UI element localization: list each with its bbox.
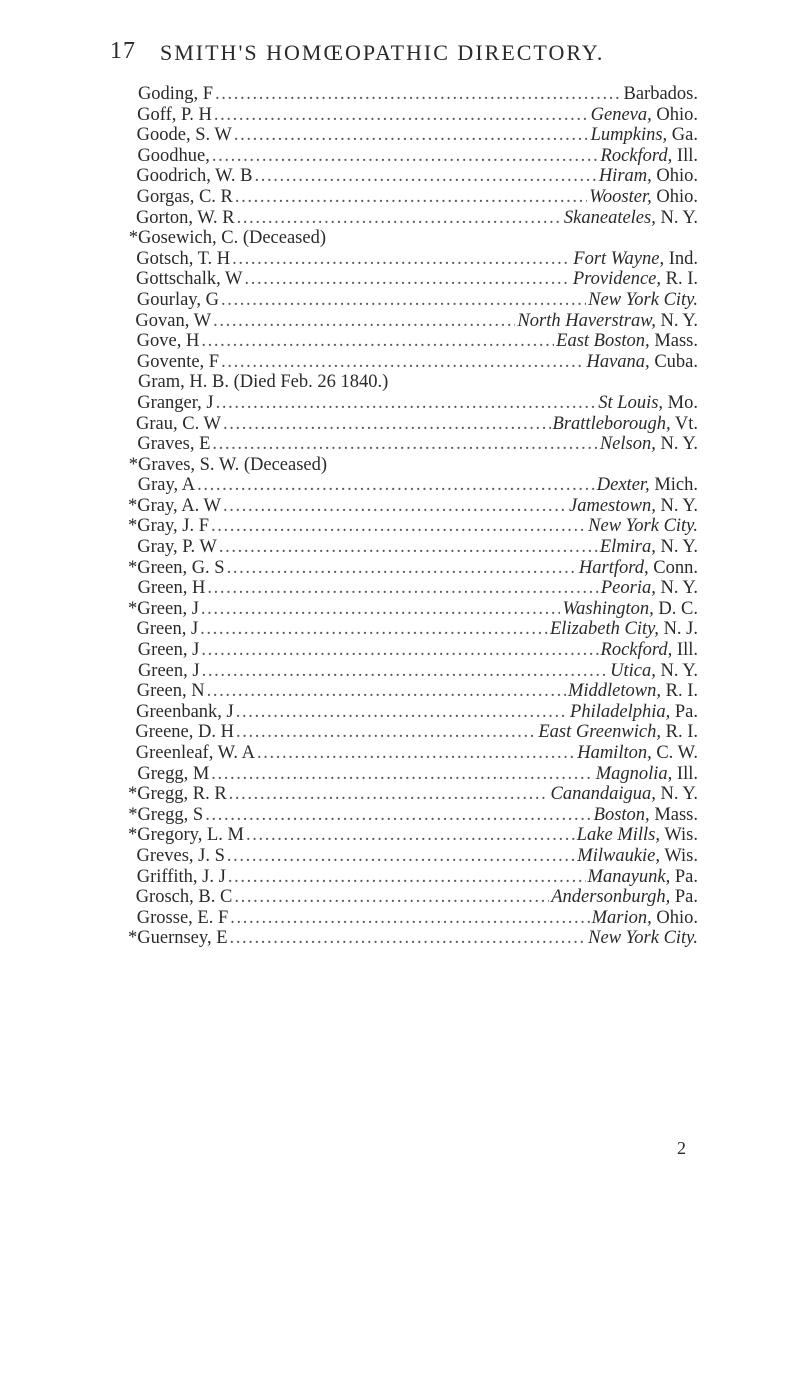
directory-entry — [138, 146, 698, 167]
directory-entry — [138, 393, 698, 414]
physician-name: Gregory, L. M — [137, 825, 244, 846]
city: Rockford, — [600, 640, 673, 661]
directory-entry — [128, 454, 698, 476]
city: Dexter, — [596, 475, 650, 496]
physician-name: Goode, S. W — [136, 125, 232, 146]
location — [601, 640, 698, 661]
deceased-mark: * — [128, 598, 138, 619]
city: Hamilton, — [577, 743, 652, 763]
physician-name: Gotsch, T. H — [136, 248, 231, 269]
directory-entry — [128, 784, 698, 805]
city: Skaneateles, — [563, 207, 656, 228]
physician-name: Greene, D. H — [135, 722, 234, 743]
location — [592, 908, 698, 929]
physician-name: Gray, A. W — [137, 495, 221, 516]
region: Vt. — [674, 413, 698, 434]
location — [610, 661, 698, 682]
dot-leader — [255, 166, 597, 187]
directory-entry — [138, 166, 698, 187]
city: Fort Wayne, — [573, 248, 665, 269]
physician-name: Gram, H. B. (Died Feb. 26 1840.) — [138, 372, 389, 393]
dot-leader — [202, 661, 609, 682]
physician-name: Gray, A — [137, 475, 196, 496]
directory-entry — [138, 125, 698, 146]
directory-entry — [128, 598, 698, 620]
physician-name: Green, N — [136, 681, 205, 702]
physician-name: Gray, P. W — [137, 537, 217, 558]
city: North Haverstraw, — [517, 310, 656, 331]
location — [599, 166, 698, 187]
physician-name: Gray, J. F — [137, 516, 210, 537]
running-head: SMITH'S HOMŒOPATHIC DIRECTORY. — [160, 40, 605, 65]
dot-leader — [201, 640, 598, 661]
physician-name: Greves, J. S — [136, 845, 225, 866]
dot-leader — [236, 722, 536, 743]
page-number: 17 — [110, 38, 136, 64]
region: N. Y. — [660, 578, 698, 599]
city: New York City. — [588, 928, 698, 949]
directory-entry — [138, 372, 698, 393]
region: N. Y. — [660, 310, 698, 331]
city: Jamestown, — [569, 495, 656, 516]
directory-entry — [138, 105, 698, 126]
deceased-mark: * — [128, 804, 138, 825]
physician-name: Greenbank, J — [136, 701, 234, 722]
location — [551, 887, 698, 908]
region: Ga. — [671, 125, 698, 146]
location — [591, 105, 698, 126]
directory-entry — [135, 207, 698, 229]
physician-name: Green, J — [137, 640, 200, 661]
dot-leader — [221, 290, 586, 311]
region: Ohio. — [656, 186, 698, 207]
city: Hiram, — [598, 166, 652, 187]
dot-leader — [211, 764, 593, 785]
region: N. Y. — [660, 434, 698, 455]
region: D. C. — [658, 598, 698, 619]
location — [586, 352, 698, 373]
location — [556, 331, 698, 352]
physician-name: Green, G. S — [137, 557, 225, 578]
location — [601, 578, 698, 599]
physician-name: Gove, H — [136, 331, 200, 352]
location — [570, 702, 698, 723]
directory-entry — [138, 84, 698, 105]
region: Ohio. — [656, 166, 698, 187]
dot-leader — [200, 619, 548, 640]
city: Manayunk, — [587, 866, 671, 887]
directory-entry — [135, 743, 698, 764]
region: N. Y. — [660, 537, 698, 558]
dot-leader — [212, 434, 597, 455]
location — [550, 619, 698, 640]
physician-name: Green, J — [137, 660, 200, 681]
directory-entry — [138, 249, 698, 270]
directory-entry — [128, 516, 698, 537]
region: Ill. — [676, 145, 698, 166]
directory-entry — [135, 887, 698, 908]
directory-entry — [138, 908, 698, 929]
location — [569, 496, 698, 517]
directory-entry — [138, 537, 698, 558]
location — [579, 558, 698, 579]
region: Cuba. — [654, 351, 698, 372]
location — [601, 146, 698, 167]
physician-name: Gosewich, C. (Deceased) — [138, 228, 327, 249]
region: R. I. — [665, 681, 698, 702]
region: Pa. — [674, 866, 698, 887]
region: Ill. — [676, 763, 698, 784]
city: Peoria, — [600, 578, 656, 599]
directory-entry — [128, 804, 698, 826]
region: N. J. — [663, 619, 698, 640]
city: Canandaigua, — [550, 784, 656, 805]
directory-entry — [138, 640, 698, 661]
city: Utica, — [610, 660, 656, 681]
region: N. Y. — [660, 784, 698, 805]
dot-leader — [229, 784, 549, 805]
location — [562, 599, 698, 620]
dot-leader — [223, 496, 567, 517]
dot-leader — [221, 352, 584, 373]
physician-name: Goodhue, — [137, 145, 210, 166]
directory-entry — [138, 702, 698, 723]
directory-entry — [138, 414, 698, 435]
location — [568, 681, 698, 702]
directory-entry — [138, 331, 698, 352]
city: Lake Mills, — [576, 825, 661, 846]
city: Hartford, — [578, 557, 649, 578]
dot-leader — [213, 311, 515, 332]
directory-entry — [138, 290, 698, 311]
physician-name: Goff, P. H — [137, 104, 212, 125]
region: Ohio. — [656, 907, 698, 928]
physician-name: Gorgas, C. R — [136, 186, 233, 207]
physician-name: Green, J — [136, 619, 199, 640]
dot-leader — [205, 805, 591, 826]
physician-name: Gourlay, G — [136, 289, 219, 310]
directory-entry — [135, 722, 698, 743]
location — [588, 867, 698, 888]
region: Mass. — [654, 804, 698, 825]
location — [591, 125, 698, 146]
physician-name: Green, J — [137, 598, 199, 619]
physician-name: Greenleaf, W. A — [135, 743, 255, 763]
location — [573, 249, 698, 270]
city: New York City. — [588, 516, 698, 537]
location — [577, 743, 698, 764]
location — [600, 537, 698, 558]
deceased-mark: * — [128, 516, 138, 537]
physician-name: Gottschalk, W — [135, 269, 243, 290]
directory-entry — [138, 475, 698, 496]
deceased-mark: * — [128, 928, 138, 949]
dot-leader — [227, 846, 575, 867]
region: Conn. — [653, 557, 698, 578]
directory-entry — [138, 187, 698, 208]
physician-name: Gregg, M — [137, 763, 210, 784]
dot-leader — [207, 681, 566, 702]
dot-leader — [201, 331, 554, 352]
dot-leader — [235, 187, 587, 208]
deceased-mark: * — [128, 784, 138, 805]
deceased-mark: * — [128, 825, 138, 846]
location — [596, 764, 698, 785]
region: C. W. — [656, 743, 698, 763]
dot-leader — [234, 887, 549, 908]
dot-leader — [246, 825, 575, 846]
dot-leader — [230, 908, 589, 929]
directory-entry — [138, 846, 698, 867]
dot-leader — [257, 743, 575, 764]
directory-entry — [138, 619, 698, 640]
directory-entry — [138, 578, 698, 599]
region: Ind. — [668, 248, 698, 269]
physician-name: Goodrich, W. B — [136, 166, 253, 187]
dot-leader — [236, 702, 568, 723]
physician-name: Govan, W — [135, 310, 212, 331]
region: Mo. — [667, 392, 698, 413]
location — [550, 784, 698, 805]
city: Wooster, — [589, 186, 652, 207]
dot-leader — [227, 558, 577, 579]
dot-leader — [245, 269, 571, 290]
region: R. I. — [665, 722, 698, 743]
dot-leader — [212, 146, 599, 167]
dot-leader — [223, 414, 551, 435]
physician-name: Grosse, E. F — [136, 907, 229, 928]
region: N. Y. — [660, 495, 698, 516]
region: Ill. — [676, 640, 698, 661]
location — [577, 846, 698, 867]
region: N. Y. — [660, 660, 698, 681]
region: Pa. — [674, 887, 698, 908]
page-header — [0, 38, 800, 68]
city: Rockford, — [600, 145, 673, 166]
city: Geneva, — [590, 104, 652, 125]
physician-name: Gorton, W. R — [135, 207, 235, 228]
location — [553, 414, 698, 435]
dot-leader — [214, 105, 589, 126]
location — [588, 516, 698, 537]
dot-leader — [237, 208, 562, 229]
physician-name: Graves, S. W. (Deceased) — [138, 454, 328, 475]
directory-entry — [128, 928, 698, 949]
directory-entry — [128, 495, 698, 517]
physician-name: Green, H — [137, 578, 206, 599]
deceased-mark: * — [128, 454, 138, 475]
dot-leader — [232, 249, 571, 270]
location — [577, 825, 698, 846]
region: Mass. — [654, 331, 698, 352]
physician-name: Gregg, S — [137, 804, 204, 825]
region: R. I. — [665, 269, 698, 290]
city: Marion, — [591, 907, 652, 928]
city: Milwaukie, — [577, 845, 661, 866]
directory-entry — [128, 557, 698, 579]
dot-leader — [207, 578, 598, 599]
directory-entry — [138, 681, 698, 702]
deceased-mark: * — [128, 557, 138, 578]
directory-entry — [138, 867, 698, 888]
directory-entries — [128, 84, 698, 949]
location — [564, 208, 698, 229]
city: Washington, — [562, 598, 654, 619]
location — [589, 187, 698, 208]
directory-entry — [138, 434, 698, 455]
dot-leader — [211, 516, 586, 537]
region: Wis. — [664, 845, 698, 866]
directory-entry — [138, 352, 698, 373]
location — [517, 311, 698, 332]
location — [588, 928, 698, 949]
physician-name: Guernsey, E — [137, 928, 228, 949]
dot-leader — [216, 393, 597, 414]
dot-leader — [201, 599, 561, 620]
location — [573, 269, 698, 290]
city: Brattleborough, — [552, 413, 671, 434]
city: Middletown, — [567, 681, 661, 702]
location — [598, 393, 698, 414]
city: Philadelphia, — [570, 701, 671, 722]
city: Andersonburgh, — [551, 887, 671, 908]
dot-leader — [228, 867, 586, 888]
physician-name: Griffith, J. J — [136, 866, 226, 887]
region: Mich. — [654, 475, 698, 496]
dot-leader — [215, 84, 622, 105]
directory-entry — [128, 228, 698, 249]
directory-entry — [135, 269, 698, 290]
physician-name: Grosch, B. C — [135, 887, 233, 908]
city: Elmira, — [599, 537, 656, 558]
directory-entry — [138, 661, 698, 682]
dot-leader — [230, 928, 587, 949]
signature-mark: 2 — [677, 1138, 686, 1158]
dot-leader — [197, 475, 595, 496]
physician-name: Goding, F — [137, 84, 213, 104]
region: Wis. — [664, 825, 698, 846]
city: St Louis, — [598, 392, 664, 413]
location — [624, 84, 699, 105]
physician-name: Graves, E — [137, 434, 211, 455]
city: New York City. — [588, 289, 698, 310]
location — [594, 805, 698, 826]
location — [588, 290, 698, 311]
dot-leader — [219, 537, 598, 558]
city: Boston, — [593, 804, 650, 825]
location — [597, 475, 698, 496]
city: Magnolia, — [595, 763, 673, 784]
directory-entry — [128, 825, 698, 846]
physician-name: Govente, F — [136, 351, 220, 372]
city: East Greenwich, — [538, 722, 661, 743]
city: Providence, — [572, 269, 661, 290]
location — [538, 722, 698, 743]
dot-leader — [234, 125, 589, 146]
city: Havana, — [586, 351, 650, 372]
location — [600, 434, 698, 455]
deceased-mark: * — [128, 495, 138, 516]
region: Barbados. — [623, 84, 698, 104]
directory-entry — [135, 310, 698, 332]
city: East Boston, — [556, 331, 650, 352]
deceased-mark: * — [128, 228, 138, 249]
region: N. Y. — [660, 207, 698, 228]
city: Elizabeth City, — [549, 619, 659, 640]
physician-name: Gregg, R. R — [137, 784, 227, 805]
region: Pa. — [674, 701, 698, 722]
physician-name: Granger, J — [137, 392, 214, 413]
city: Lumpkins, — [590, 125, 668, 146]
directory-entry — [138, 764, 698, 785]
physician-name: Grau, C. W — [136, 413, 221, 434]
region: Ohio. — [656, 104, 698, 125]
city: Nelson, — [599, 434, 656, 455]
